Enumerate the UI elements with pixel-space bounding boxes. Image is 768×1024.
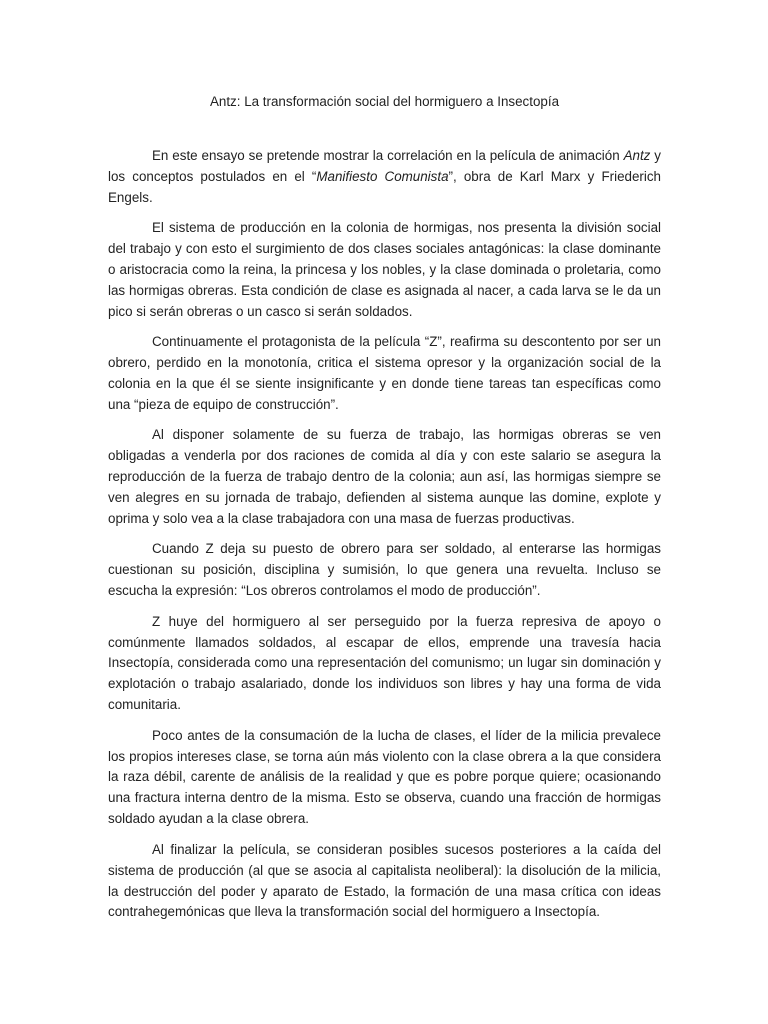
paragraph-6 — [108, 612, 661, 717]
paragraph-text: Z huye del hormiguero al ser perseguido por la fuerza represiva de apoyo o comúnmente llamados soldados, al escapar de ellos, emprende una travesía hacia Insectopía, considerada como una representación del comunismo; un lugar sin dominación y explotación o trabajo asalariado, donde los individuos son libres y hay una forma de vida comunitaria. — [108, 613, 661, 713]
paragraph-text: En este ensayo se pretende mostrar la correlación en la película de animación — [152, 148, 624, 163]
document-page — [108, 0, 661, 933]
paragraph-8 — [108, 840, 661, 924]
paragraph-3 — [108, 332, 661, 416]
document-body — [108, 146, 661, 923]
paragraph-text: Poco antes de la consumación de la lucha de clases, el líder de la milicia prevalece los propios intereses clase, se torna aún más violento con la clase obrera a la que considera la raza débil, carente de análisis de la realidad y que es pobre porque quiere; ocasionando una fractura interna dentro de la misma. Esto se observa, cuando una fracción de hormigas soldado ayudan a la clase obrera. — [108, 727, 661, 827]
paragraph-7 — [108, 726, 661, 831]
paragraph-5 — [108, 539, 661, 602]
paragraph-4 — [108, 425, 661, 530]
paragraph-text: El sistema de producción en la colonia de hormigas, nos presenta la división social del trabajo y con esto el surgimiento de dos clases sociales antagónicas: la clase dominante o aristocracia como la reina, la princesa y los nobles, y la clase dominada o proletaria, como las hormigas obreras. Esta condición de clase es asignada al nacer, a cada larva se le da un pico si serán obreras o un casco si serán soldados. — [108, 220, 661, 319]
paragraph-text: Al finalizar la película, se consideran posibles sucesos posteriores a la caída del sistema de producción (al que se asocia al capitalista neoliberal): la disolución de la milicia, la destrucción del poder y aparato de Estado, la formación de una masa crítica con ideas contrahegemónicas que lleva la transformación social del hormiguero a Insectopía. — [108, 841, 661, 920]
document-title: Antz: La transformación social del hormiguero a Insectopía — [209, 94, 560, 109]
paragraph-text: ”, obra de Karl Marx y Friederich Engels. — [108, 168, 661, 205]
paragraph-text: Al disponer solamente de su fuerza de trabajo, las hormigas obreras se ven obligadas a venderla por dos raciones de comida al día y con este salario se asegura la reproducción de la fuerza de trabajo dentro de la colonia; aun así, las hormigas siempre se ven alegres en su jornada de trabajo, defienden al sistema aunque las domine, explote y oprima y solo vea a la clase trabajadora con una masa de fuerzas productivas. — [108, 427, 661, 526]
italic-text: Antz — [623, 148, 651, 163]
paragraph-text: Continuamente el protagonista de la película “Z”, reafirma su descontento por ser un obrero, perdido en la monotonía, critica el sistema opresor y la organización social de la colonia en la que él se siente insignificante y en donde tiene tareas tan específicas como una “pieza de equipo de construcción”. — [108, 334, 661, 412]
italic-text: Manifiesto Comunista — [316, 168, 449, 184]
paragraph-2 — [108, 218, 661, 323]
paragraph-text: y los conceptos postulados en el “ — [108, 148, 661, 184]
paragraph-text: Cuando Z deja su puesto de obrero para ser soldado, al enterarse las hormigas cuestionan su posición, disciplina y sumisión, lo que genera una revuelta. Incluso se escucha la expresión: “Los obreros controlamos el modo de producción”. — [108, 541, 661, 599]
paragraph-1 — [108, 146, 661, 209]
